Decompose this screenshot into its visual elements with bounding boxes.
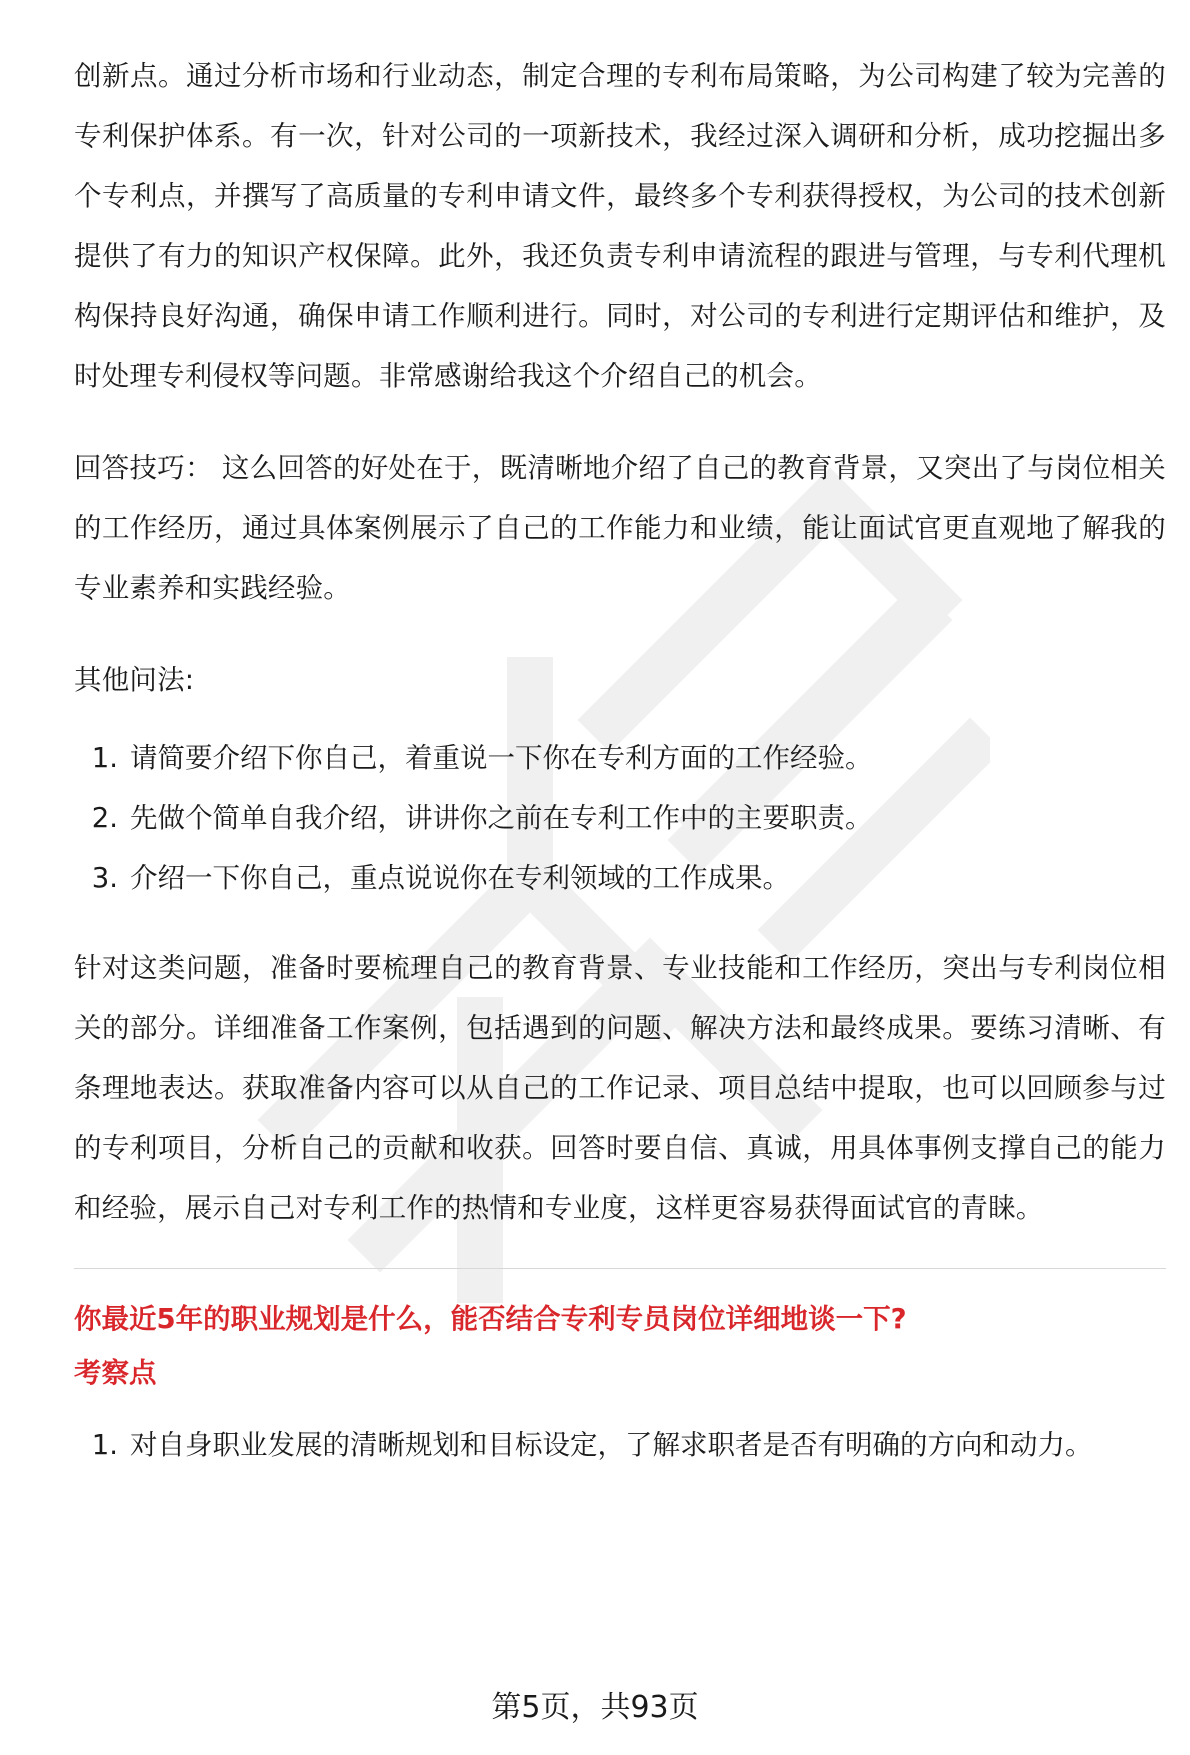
page-footer: 第5页，共93页 — [491, 1690, 699, 1725]
question-heading: 你最近5年的职业规划是什么，能否结合专利专员岗位详细地谈一下? — [74, 1303, 907, 1335]
list-item-text: 对自身职业发展的清晰规划和目标设定，了解求职者是否有明确的方向和动力。 — [130, 1429, 1093, 1461]
list-item-text: 介绍一下你自己，重点说说你在专利领域的工作成果。 — [130, 862, 790, 894]
list-item — [74, 728, 1166, 788]
document-body — [74, 46, 1166, 1475]
other-asks-label: 其他问法: — [74, 664, 195, 696]
paragraph-intro-continuation: 创新点。通过分析市场和行业动态，制定合理的专利布局策略，为公司构建了较为完善的专利保护体系。有一次，针对公司的一项新技术，我经过深入调研和分析，成功挖掘出多个专利点，并撰写了高质量的专利申请文件，最终多个专利获得授权，为公司的技术创新提供了有力的知识产权保障。此外，我还负责专利申请流程的跟进与管理，与专利代理机构保持良好沟通，确保申请工作顺利进行。同时，对公司的专利进行定期评估和维护，及时处理专利侵权等问题。非常感谢给我这个介绍自己的机会。 — [74, 60, 1166, 392]
other-asks-list — [74, 728, 1166, 908]
list-item-number: 2. — [91, 802, 118, 834]
list-item-number: 3. — [91, 862, 118, 894]
examine-points-label: 考察点 — [74, 1357, 157, 1389]
list-item — [74, 1415, 1166, 1475]
list-item — [74, 788, 1166, 848]
list-item-number: 1. — [91, 742, 118, 774]
list-item — [74, 848, 1166, 908]
preparation-advice-paragraph: 针对这类问题，准备时要梳理自己的教育背景、专业技能和工作经历，突出与专利岗位相关的部分。详细准备工作案例，包括遇到的问题、解决方法和最终成果。要练习清晰、有条理地表达。获取准备内容可以从自己的工作记录、项目总结中提取，也可以回顾参与过的专利项目，分析自己的贡献和收获。回答时要自信、真诚，用具体事例支撑自己的能力和经验，展示自己对专利工作的热情和专业度，这样更容易获得面试官的青睐。 — [74, 952, 1166, 1224]
section-divider — [74, 1268, 1166, 1269]
list-item-text: 请简要介绍下你自己，着重说一下你在专利方面的工作经验。 — [130, 742, 873, 774]
list-item-number: 1. — [91, 1429, 118, 1461]
examine-points-list — [74, 1415, 1166, 1475]
answer-tips-paragraph: 回答技巧： 这么回答的好处在于，既清晰地介绍了自己的教育背景，又突出了与岗位相关的工作经历，通过具体案例展示了自己的工作能力和业绩，能让面试官更直观地了解我的专业素养和实践经验。 — [74, 452, 1166, 604]
list-item-text: 先做个简单自我介绍，讲讲你之前在专利工作中的主要职责。 — [130, 802, 873, 834]
